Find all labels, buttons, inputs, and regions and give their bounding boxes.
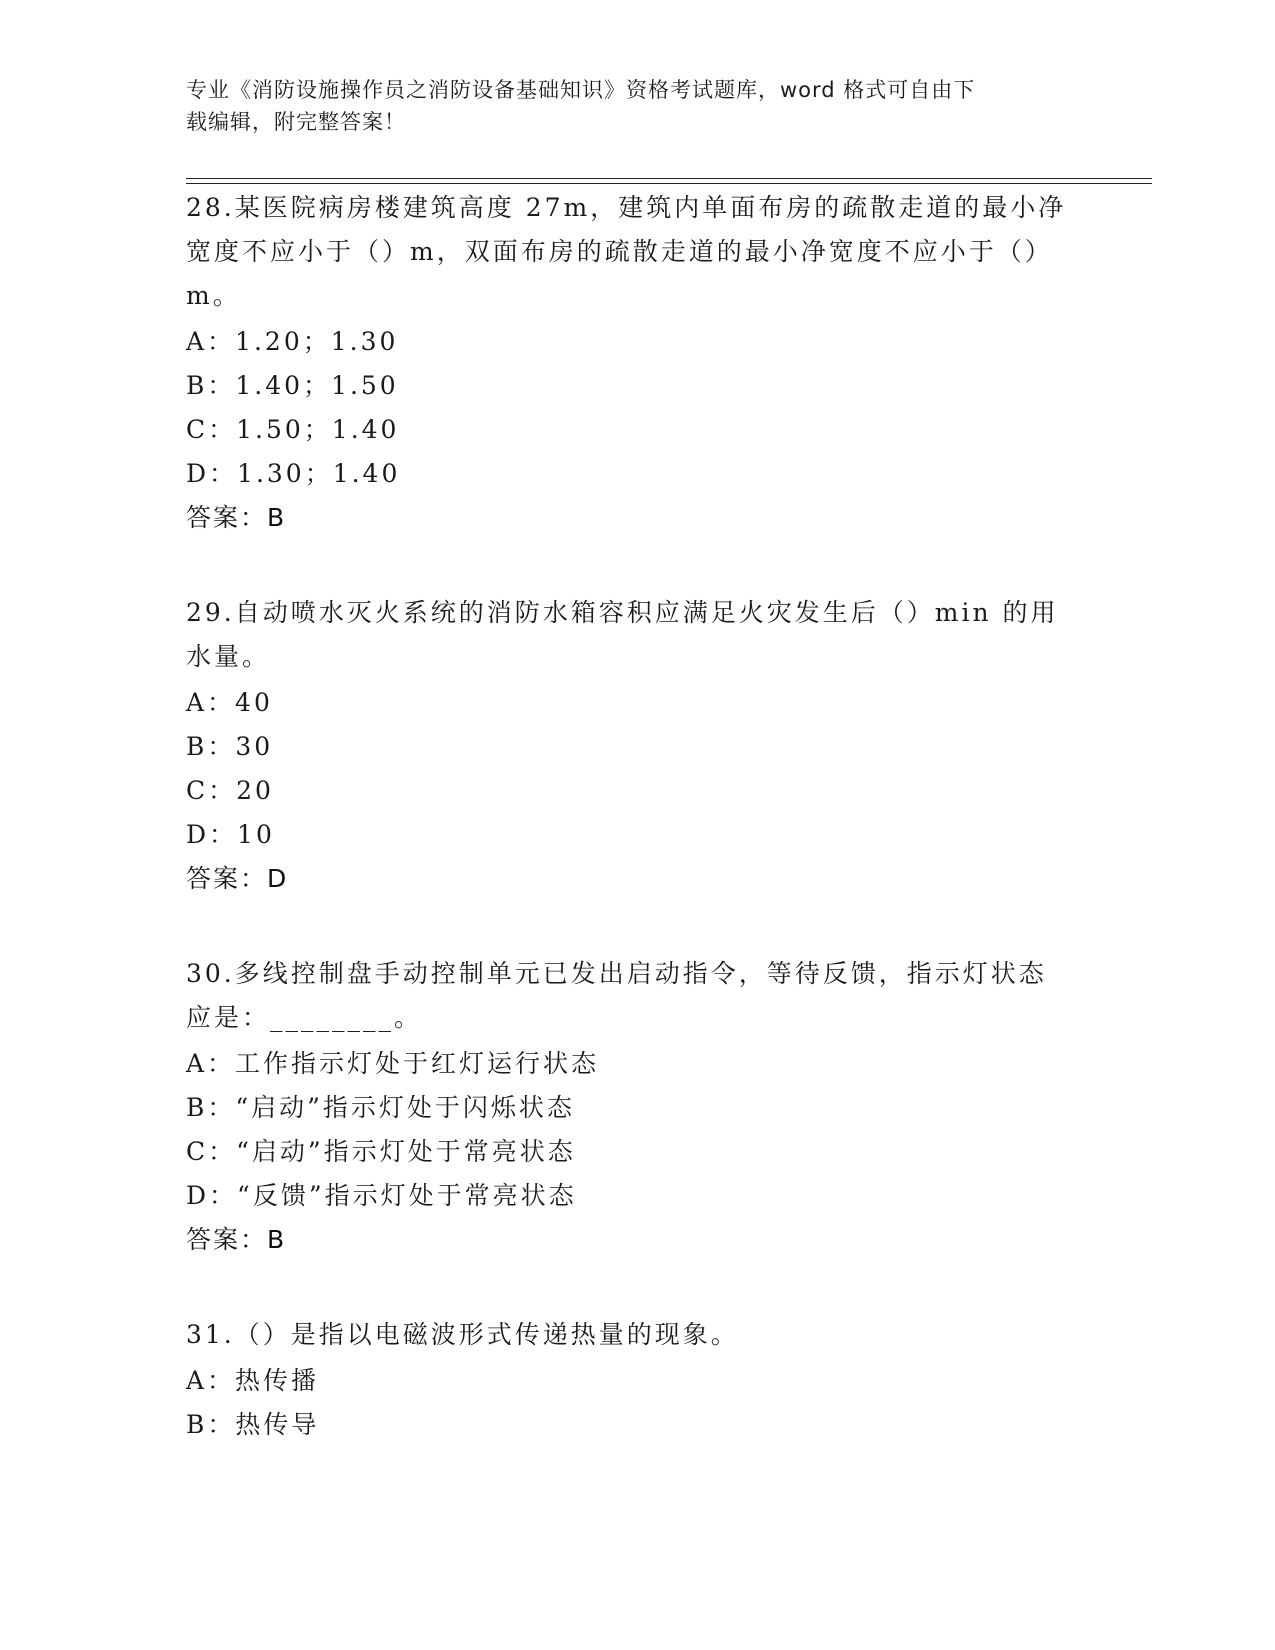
header-divider-bottom	[186, 183, 1152, 184]
option-c: C：1.50；1.40	[186, 415, 400, 444]
option-b: B：热传导	[186, 1410, 320, 1439]
option-d: D：“反馈”指示灯处于常亮状态	[186, 1181, 577, 1210]
option-b: B：30	[186, 732, 274, 761]
answer-line: 答案：D	[186, 864, 289, 893]
question-stem-line: 水量。	[186, 642, 271, 671]
option-a: A：1.20；1.30	[186, 327, 399, 356]
header-line-1: 专业《消防设施操作员之消防设备基础知识》资格考试题库，word 格式可自由下	[186, 78, 976, 102]
option-d: D：10	[186, 820, 275, 849]
question-stem-line: 28.某医院病房楼建筑高度 27m，建筑内单面布房的疏散走道的最小净	[186, 193, 1067, 222]
header-divider-top	[186, 178, 1152, 179]
header-line-2: 载编辑，附完整答案！	[186, 110, 406, 134]
option-a: A：热传播	[186, 1366, 320, 1395]
answer-line: 答案：B	[186, 503, 287, 532]
document-header	[186, 74, 1066, 138]
option-d: D：1.30；1.40	[186, 459, 401, 488]
option-a: A：40	[186, 688, 273, 717]
option-b: B：1.40；1.50	[186, 371, 399, 400]
question-stem-line: m。	[186, 281, 241, 310]
option-c: C：“启动”指示灯处于常亮状态	[186, 1137, 576, 1166]
option-c: C：20	[186, 776, 274, 805]
question-stem-line: 29.自动喷水灭火系统的消防水箱容积应满足火灾发生后（）min 的用	[186, 598, 1059, 627]
question-stem-line: 应是：________。	[186, 1003, 423, 1032]
option-a: A：工作指示灯处于红灯运行状态	[186, 1049, 600, 1078]
answer-line: 答案：B	[186, 1225, 287, 1254]
question-stem-line: 30.多线控制盘手动控制单元已发出启动指令，等待反馈，指示灯状态	[186, 959, 1047, 988]
option-b: B：“启动”指示灯处于闪烁状态	[186, 1093, 575, 1122]
question-stem-line: 31.（）是指以电磁波形式传递热量的现象。	[186, 1320, 739, 1349]
question-stem-line: 宽度不应小于（）m，双面布房的疏散走道的最小净宽度不应小于（）	[186, 237, 1053, 266]
